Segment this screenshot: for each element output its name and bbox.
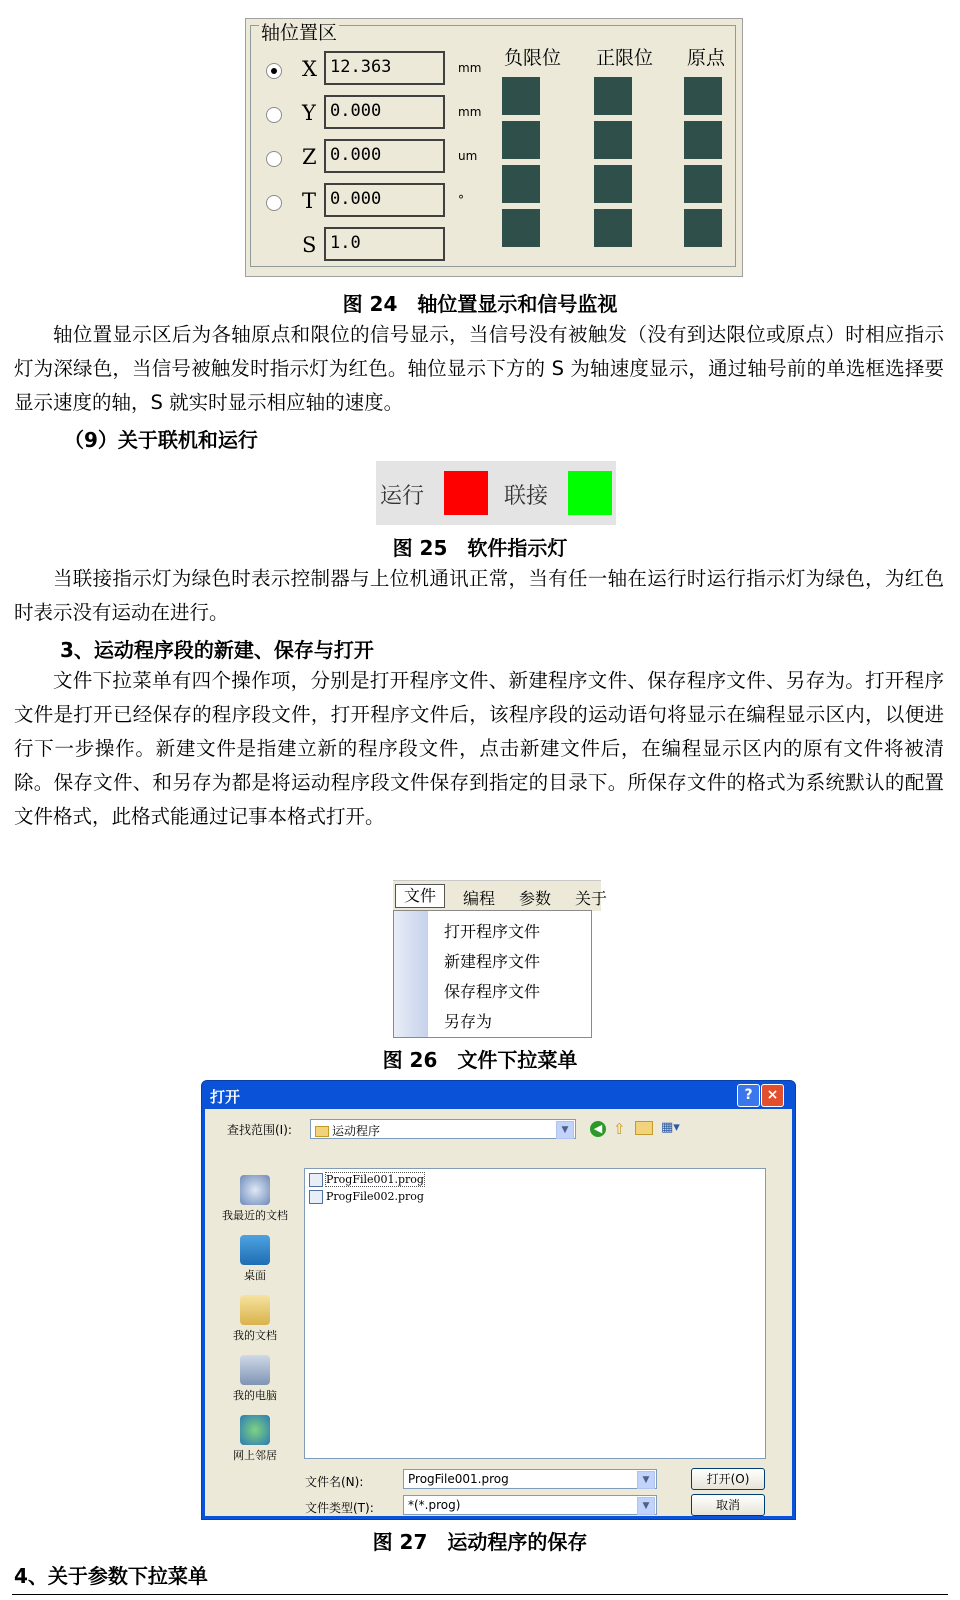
- page-rule: [12, 1594, 948, 1595]
- origin-lamp: [684, 121, 722, 159]
- figure-caption: 图 24 轴位置显示和信号监视: [342, 292, 618, 316]
- link-indicator: [568, 471, 612, 515]
- position-field-y[interactable]: 0.000: [324, 95, 445, 129]
- view-menu-icon[interactable]: ▦▾: [661, 1120, 680, 1135]
- prog-file-icon: [309, 1173, 323, 1187]
- dialog-body: [205, 1109, 792, 1516]
- neg-limit-lamp: [502, 121, 540, 159]
- unit-label: mm: [458, 61, 482, 75]
- axis-row-z: [246, 139, 476, 179]
- open-dialog: [201, 1080, 796, 1520]
- filename-value: ProgFile001.prog: [408, 1472, 509, 1486]
- lookin-select[interactable]: [310, 1119, 576, 1139]
- chevron-down-icon[interactable]: ▼: [637, 1497, 655, 1515]
- open-button[interactable]: 打开(O): [691, 1468, 765, 1490]
- place-label: 我最近的文档: [222, 1209, 288, 1222]
- menu-about[interactable]: 关于: [575, 889, 608, 908]
- pos-limit-lamp: [594, 209, 632, 247]
- chevron-down-icon[interactable]: ▼: [556, 1121, 574, 1139]
- prog-file-icon: [309, 1190, 323, 1204]
- recent-documents-icon: [240, 1175, 270, 1205]
- figure-caption: 图 26 文件下拉菜单: [382, 1048, 578, 1072]
- run-label: 运行: [380, 484, 425, 509]
- axis-label: Z: [302, 145, 317, 169]
- run-indicator: [444, 471, 488, 515]
- list-item[interactable]: [309, 1190, 424, 1204]
- axis-row-s: [246, 227, 476, 267]
- menu-item-save[interactable]: 保存程序文件: [444, 982, 541, 1001]
- speed-field[interactable]: 1.0: [324, 227, 445, 261]
- neg-limit-lamp: [502, 209, 540, 247]
- axis-label: T: [302, 189, 317, 213]
- filetype-value: *(*.prog): [408, 1498, 461, 1512]
- radio-t[interactable]: [266, 195, 282, 211]
- position-field-x[interactable]: 12.363: [324, 51, 445, 85]
- filename-label: 文件名(N):: [305, 1475, 364, 1489]
- my-computer-icon: [240, 1355, 270, 1385]
- axis-label: Y: [302, 101, 316, 125]
- folder-icon: [315, 1126, 329, 1137]
- axis-row-t: [246, 183, 476, 223]
- neg-limit-lamp: [502, 77, 540, 115]
- file-name: ProgFile002.prog: [326, 1190, 424, 1203]
- help-button[interactable]: ?: [737, 1084, 760, 1107]
- menu-strip: [394, 911, 428, 1037]
- menu-item-open[interactable]: 打开程序文件: [444, 922, 541, 941]
- dialog-titlebar: [202, 1081, 795, 1109]
- chevron-down-icon[interactable]: ▼: [637, 1471, 655, 1489]
- menu-file[interactable]: 文件: [395, 884, 445, 908]
- pos-limit-header: 正限位: [596, 47, 654, 69]
- menu-params[interactable]: 参数: [519, 889, 552, 908]
- pos-limit-lamp: [594, 121, 632, 159]
- lookin-label: 查找范围(I):: [227, 1123, 292, 1137]
- filetype-label: 文件类型(T):: [305, 1501, 374, 1515]
- desktop-icon: [240, 1235, 270, 1265]
- figure-caption: 图 27 运动程序的保存: [372, 1530, 588, 1554]
- place-label: 我的电脑: [233, 1389, 277, 1402]
- radio-y[interactable]: [266, 107, 282, 123]
- neg-limit-lamp: [502, 165, 540, 203]
- place-label: 我的文档: [233, 1329, 277, 1342]
- axis-label: X: [302, 57, 317, 81]
- pos-limit-lamp: [594, 77, 632, 115]
- unit-label: um: [458, 149, 478, 163]
- place-my-documents[interactable]: [211, 1295, 299, 1343]
- place-desktop[interactable]: [211, 1235, 299, 1283]
- pos-limit-lamp: [594, 165, 632, 203]
- paragraph: 文件下拉菜单有四个操作项，分别是打开程序文件、新建程序文件、保存程序文件、另存为。打开程序文件是打开已经保存的程序段文件，打开程序文件后，该程序段的运动语句将显示在编程显示区内，以便进行下一步操作。新建文件是指建立新的程序段文件，点击新建文件后，在编程显示区内的原有文件将被清除。保存文件、和另存为都是将运动程序段文件保存到指定的目录下。所保存文件的格式为系统默认的配置文件格式，此格式能通过记事本格式打开。: [14, 669, 944, 828]
- filename-input[interactable]: [403, 1469, 657, 1489]
- close-button[interactable]: ×: [761, 1084, 784, 1107]
- origin-header: 原点: [687, 47, 726, 69]
- filetype-select[interactable]: [403, 1495, 657, 1515]
- radio-z[interactable]: [266, 151, 282, 167]
- lookin-value: 运动程序: [332, 1124, 381, 1138]
- group-legend: 轴位置区: [261, 22, 338, 44]
- section-heading: 4、关于参数下拉菜单: [14, 1564, 208, 1588]
- up-folder-icon[interactable]: ⇧: [613, 1120, 626, 1138]
- section-heading: 3、运动程序段的新建、保存与打开: [60, 638, 374, 662]
- dialog-title: 打开: [210, 1088, 241, 1106]
- unit-label: mm: [458, 105, 482, 119]
- menu-program[interactable]: 编程: [463, 889, 496, 908]
- link-label: 联接: [504, 484, 549, 509]
- menu-item-save-as[interactable]: 另存为: [444, 1012, 493, 1031]
- file-menu-figure: [393, 880, 608, 1036]
- file-dropdown: [393, 910, 592, 1038]
- axis-row-x: [246, 51, 482, 91]
- my-documents-icon: [240, 1295, 270, 1325]
- position-field-t[interactable]: 0.000: [324, 183, 445, 217]
- menu-bar: [393, 880, 608, 911]
- place-my-computer[interactable]: [211, 1355, 299, 1403]
- neg-limit-header: 负限位: [504, 47, 562, 69]
- place-recent[interactable]: [211, 1175, 299, 1223]
- axis-row-y: [246, 95, 482, 135]
- section-heading: （9）关于联机和运行: [64, 428, 258, 452]
- origin-lamp: [684, 209, 722, 247]
- paragraph: 当联接指示灯为绿色时表示控制器与上位机通讯正常，当有任一轴在运行时运行指示灯为绿色，为红色时表示没有运动在进行。: [14, 567, 944, 624]
- back-icon[interactable]: ◀: [590, 1121, 606, 1137]
- menu-item-new[interactable]: 新建程序文件: [444, 952, 541, 971]
- software-indicators: [376, 461, 616, 525]
- unit-label: °: [458, 193, 464, 207]
- origin-lamp: [684, 165, 722, 203]
- place-label: 桌面: [244, 1269, 266, 1282]
- figure-caption: 图 25 软件指示灯: [392, 536, 568, 560]
- origin-lamp: [684, 77, 722, 115]
- radio-x[interactable]: [266, 63, 282, 79]
- axis-position-panel: [245, 18, 743, 277]
- file-name: ProgFile001.prog: [326, 1173, 424, 1186]
- network-places-icon: [240, 1415, 270, 1445]
- axis-label: S: [302, 233, 317, 257]
- place-network[interactable]: [211, 1415, 299, 1463]
- position-field-z[interactable]: 0.000: [324, 139, 445, 173]
- new-folder-icon[interactable]: [635, 1121, 653, 1135]
- places-bar: [211, 1169, 299, 1505]
- list-item[interactable]: [309, 1173, 424, 1187]
- paragraph: 轴位置显示区后为各轴原点和限位的信号显示，当信号没有被触发（没有到达限位或原点）时相应指示灯为深绿色，当信号被触发时指示灯为红色。轴位显示下方的 S 为轴速度显示，通过轴号前的单选框选择要显示速度的轴，S 就实时显示相应轴的速度。: [14, 323, 944, 414]
- place-label: 网上邻居: [233, 1449, 277, 1462]
- cancel-button[interactable]: 取消: [691, 1494, 765, 1516]
- file-list[interactable]: [304, 1168, 766, 1459]
